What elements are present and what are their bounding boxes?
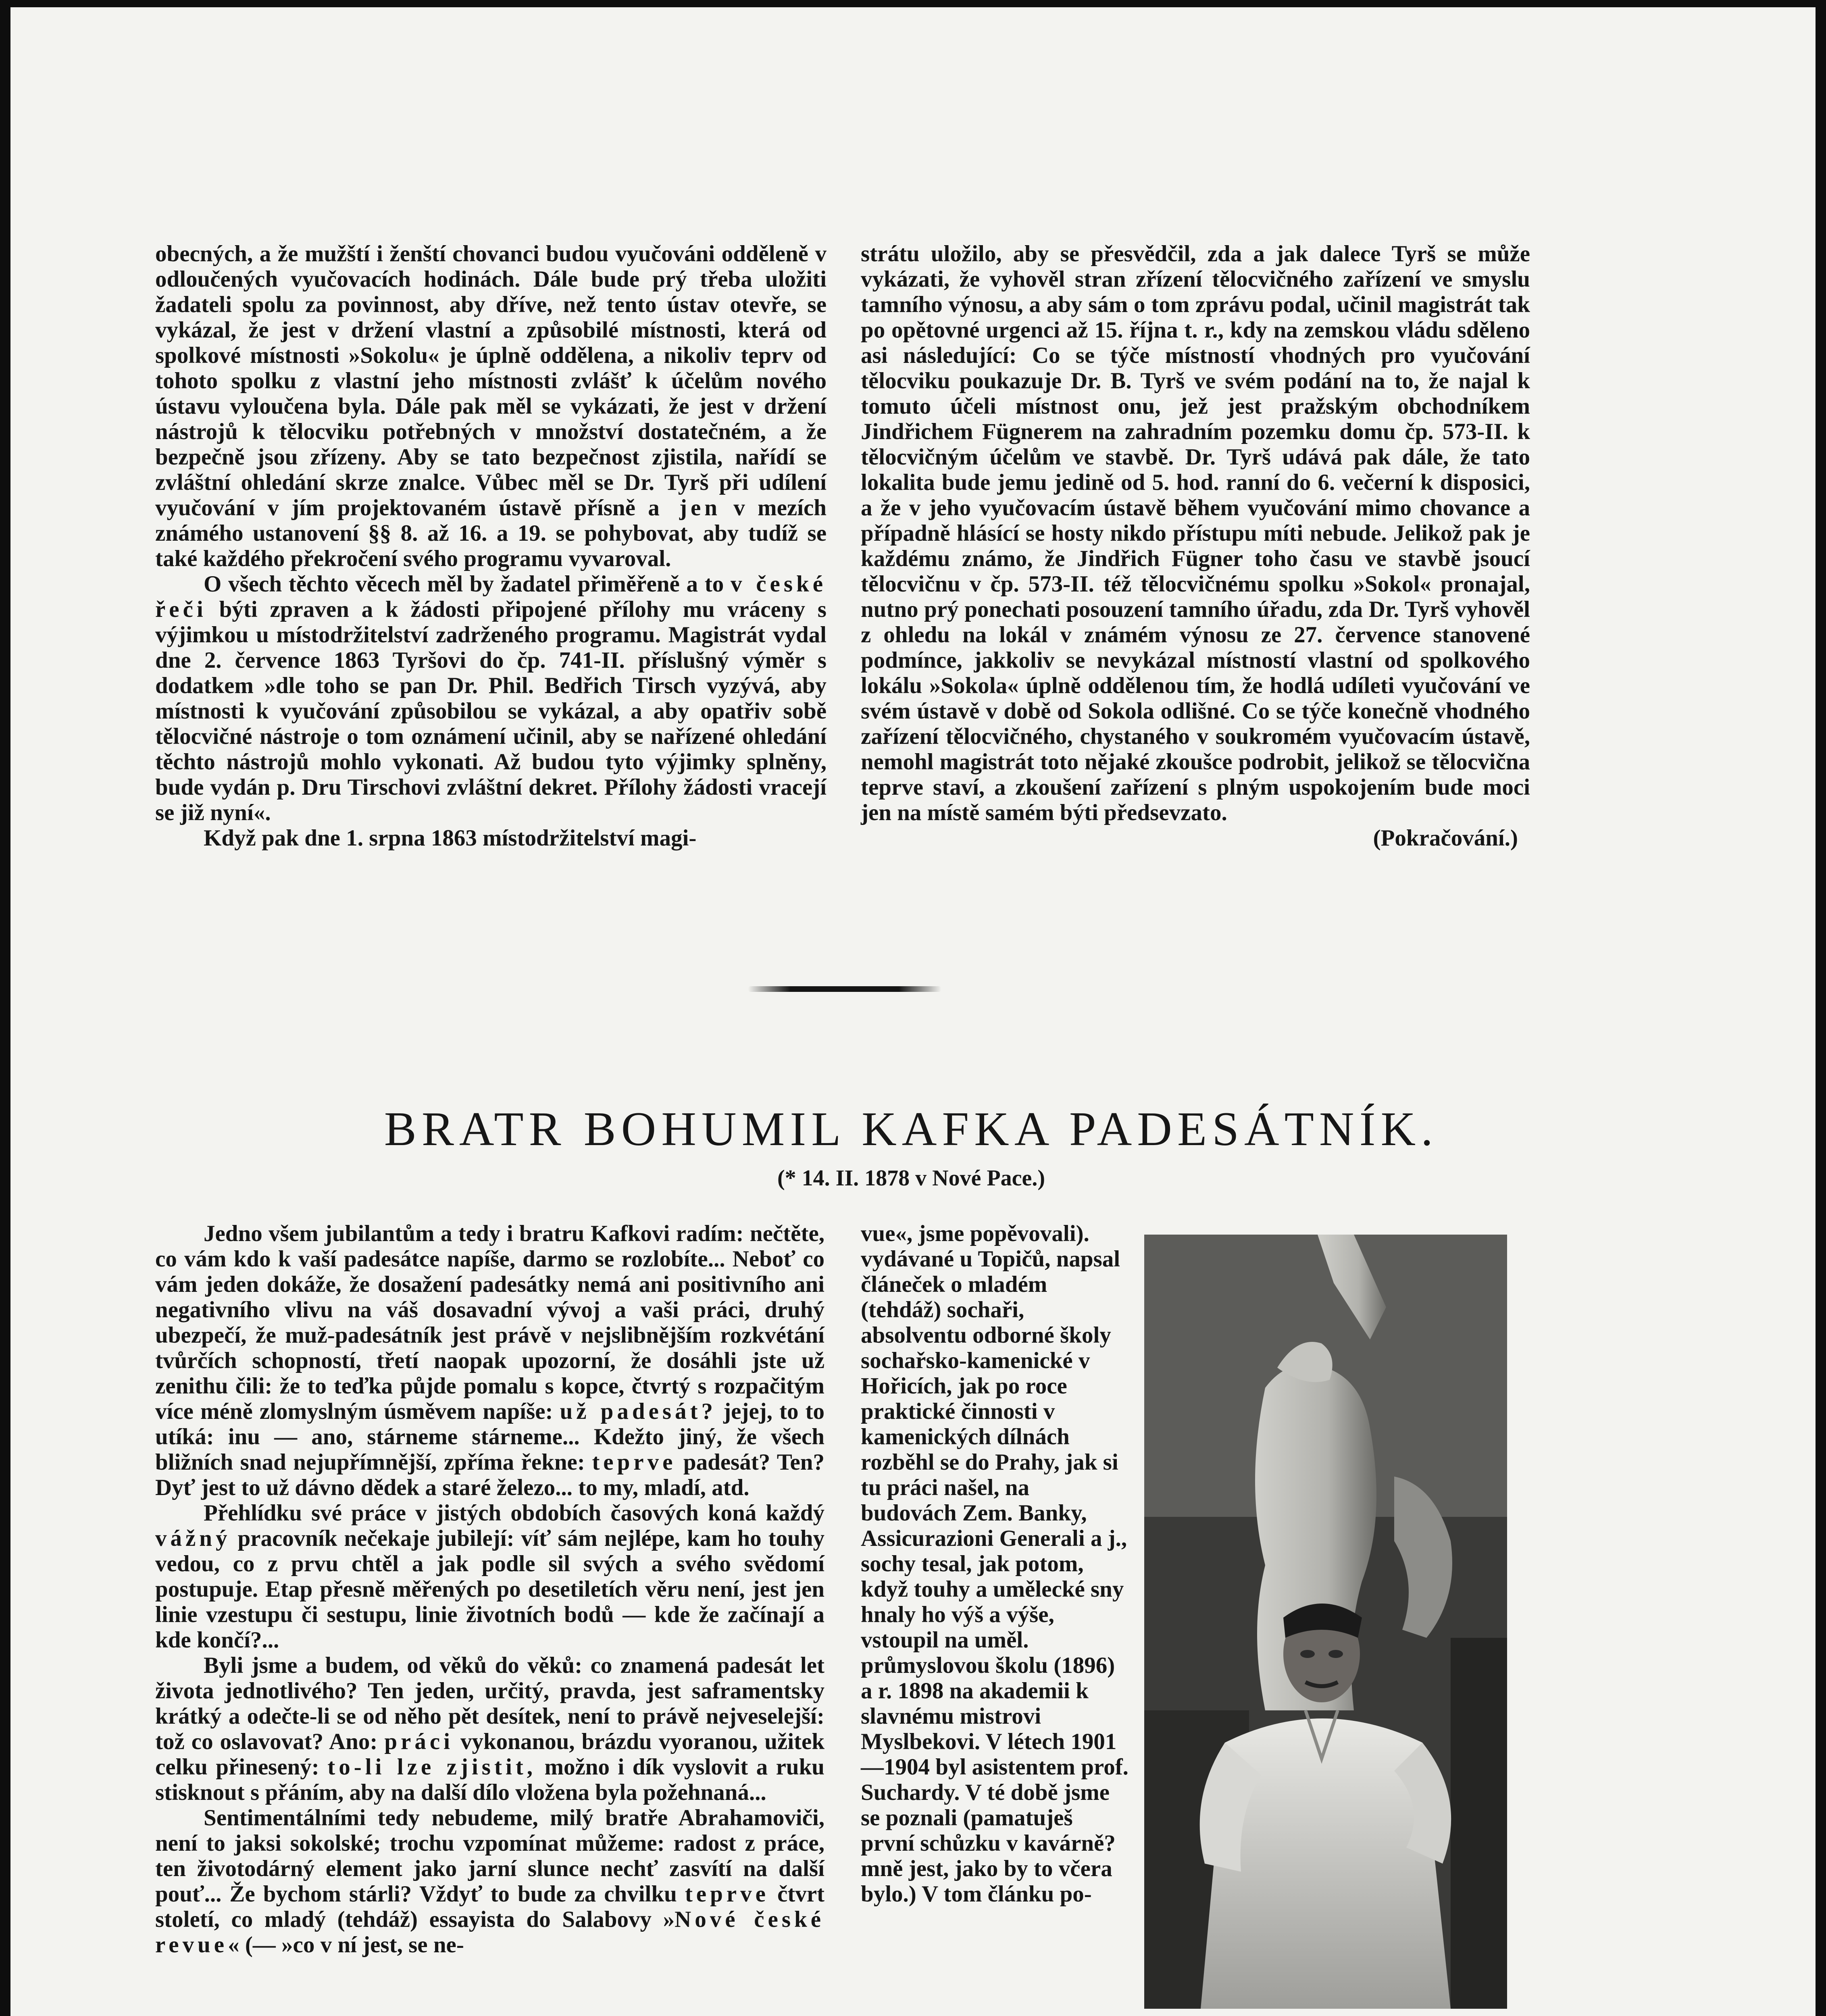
section-divider xyxy=(748,986,941,992)
paragraph: Sentimentálními tedy nebudeme, milý bratře Abrahamoviči, není to jaksi sokolské; trochu vzpomínat můžeme: radost z práce, ten životodárný element jako jarní slunce nechť zasvítí na další pouť... Že bychom stárli? Vždyť to bude za chvilku teprve čtvrt století, co mladý (tehdáž) essayista do Salabovy »Nové české revue« (— »co v ní jest, se ne- xyxy=(155,1805,825,1958)
paragraph: vue«, jsme popěvovali). vydávané u Topičů, napsal článeček o mladém (tehdáž) sochaři, absolventu odborné školy sochařsko-kamenické v Hořicích, jak po roce praktické činnosti v kamenických dílnách rozběhl se do Prahy, jak si tu práci našel, na budovách Zem. Banky, Assicurazioni Generali a j., sochy tesal, jak potom, když touhy a umělecké sny hnaly ho výš a výše, vstoupil na uměl. průmyslovou školu (1896) a r. 1898 na akademii k slavnému mistrovi Myslbekovi. V létech 1901—1904 byl asistentem prof. Suchardy. V té době jsme se poznali (pamatuješ první schůzku v kavárně? mně jest, jako by to včera bylo.) V tom článku po- xyxy=(861,1221,1128,1907)
paragraph: Byli jsme a budem, od věků do věků: co znamená padesát let života jednotlivého? Ten jeden, určitý, pravda, jest saframentsky krátký a odečte-li se od něho pět desítek, není to právě nejveselejší: tož co oslavovat? Ano: práci vykonanou, brázdu vyoranou, užitek celku přinesený: to-li lze zjistit, možno i dík vyslovit a ruku stisknout s přáním, aby na další dílo vložena byla požehnaná... xyxy=(155,1653,825,1805)
scan-edge-top xyxy=(0,0,1826,7)
top-left-column xyxy=(155,241,827,949)
sculptor-portrait-illustration xyxy=(1144,1235,1507,2009)
portrait-photo xyxy=(1144,1235,1507,2009)
scan-edge-left xyxy=(0,0,10,2016)
paragraph: Přehlídku své práce v jistých obdobích časových koná každý vážný pracovník nečekaje jubilejí: víť sám nejlépe, kam ho touhy vedou, co z prvu chtěl a jak podle sil svých a svého svědomí postupuje. Etap přesně měřených po desetiletích věru není, jest jen linie vzestupu či sestupu, linie životních bodů — kde že začínají a kde končí?... xyxy=(155,1500,825,1653)
article-subtitle: (* 14. II. 1878 v Nové Pace.) xyxy=(777,1166,1045,1191)
article-narrow-column xyxy=(861,1221,1129,2016)
article-left-column xyxy=(155,1221,825,2016)
article-title: BRATR BOHUMIL KAFKA PADESÁTNÍK. xyxy=(384,1102,1439,1156)
scan-edge-right xyxy=(1816,0,1826,2016)
paragraph: O všech těchto věcech měl by žadatel přiměřeně a to v české řeči býti zpraven a k žádosti připojené přílohy mu vráceny s výjimkou u místodržitelství zadrženého programu. Magistrát vydal dne 2. července 1863 Tyršovi do čp. 741-II. příslušný výměr s dodatkem »dle toho se pan Dr. Phil. Bedřich Tirsch vyzývá, aby místnosti k vyučování způsobilou se vykázal, a aby opatřiv sobě tělocvičné nástroje o tom oznámení učinil, aby se nařízené ohledání těchto nástrojů mohlo vykonati. Až budou tyto výjimky splněny, bude vydán p. Dru Tirschovi zvláštní dekret. Přílohy žádosti vracejí se již nyní«. xyxy=(155,571,827,825)
continued-note: (Pokračování.) xyxy=(1373,825,1518,851)
paragraph: Jedno všem jubilantům a tedy i bratru Kafkovi radím: nečtěte, co vám kdo k vaší padesátce napíše, darmo se rozlobíte... Neboť co vám jeden dokáže, že dosažení padesátky nemá ani positivního ani negativního vlivu na váš dosavadní vývoj a vaši práci, druhý ubezpečí, že muž-padesátník jest právě v nejslibnějším rozkvétání tvůrčích schopností, třetí naopak upozorní, že dosáhli jste už zenithu čili: že to teďka půjde pomalu s kopce, čtvrtý s rozpačitým více méně zlomyslným úsměvem napíše: už padesát? jejej, to to utíká: inu — ano, stárneme stárneme... Kdežto jiný, že všech bližních snad nejupřímnější, zpříma řekne: teprve padesát? Ten? Dyť jest to už dávno dědek a staré železo... to my, mladí, atd. xyxy=(155,1221,825,1500)
paragraph: Když pak dne 1. srpna 1863 místodržitelství magi- xyxy=(204,825,697,851)
top-right-column xyxy=(861,241,1530,949)
paragraph: obecných, a že mužští i ženští chovanci budou vyučováni odděleně v odloučených vyučovacích hodinách. Dále bude prý třeba uložiti žadateli spolu za povinnost, aby dříve, než tento ústav otevře, se vykázal, že jest v držení vlastní a způsobilé místnosti, která od spolkové místnosti »Sokolu« je úplně oddělena, a nikoliv teprv od tohoto spolku z vlastní jeho místnosti zvlášť k účelům nového ústavu vyloučena byla. Dále pak měl se vykázati, že jest v držení nástrojů k tělocviku potřebných v množství dostatečném, a že bezpečně jsou zřízeny. Aby se tato bezpečnost zjistila, nařídí se zvláštní ohledání skrze znalce. Vůbec měl se Dr. Tyrš při udílení vyučování v jím projektovaném ústavě přísně a jen v mezích známého ustanovení §§ 8. až 16. a 19. se pohybovat, aby tudíž se také každého překročení svého programu vyvaroval. xyxy=(155,241,827,571)
paragraph: strátu uložilo, aby se přesvědčil, zda a jak dalece Tyrš se může vykázati, že vyhověl stran zřízení tělocvičného zařízení ve smyslu tamního výnosu, a aby sám o tom zprávu podal, učinil magistrát tak po opětovné urgenci až 15. října t. r., kdy na zemskou vládu sděleno asi následující: Co se týče místností vhodných pro vyučování tělocviku poukazuje Dr. B. Tyrš ve svém podání na to, že najal k tomuto účeli místnost onu, jež jest pražským obchodníkem Jindřichem Fügnerem na zahradním pozemku domu čp. 573-II. k tělocvičným účelům ve stavbě. Dr. Tyrš udává pak dále, že tato lokalita bude jemu jedině od 5. hod. ranní do 6. večerní k disposici, a že v jeho vyučovacím ústavě během vyučování mimo chovance a případně hlásící se hosty nikdo přístupu míti nebude. Jelikož pak je každému známo, že Jindřich Fügner toho času ve stavbě jsoucí tělocvičnu v čp. 573-II. též tělocvičnému spolku »Sokol« pronajal, nutno prý ponechati posouzení tamního úřadu, zda Dr. Tyrš vyhověl z ohledu na lokál v známém výnosu ze 27. července stanovené podmínce, jakkoliv se nevykázal místností vlastní od spolkového lokálu »Sokola« úplně oddělenou tím, že hodlá udíleti vyučování ve svém ústavě v době od Sokola odlišné. Co se týče konečně vhodného zařízení tělocvičného, chystaného v soukromém vyučovacím ústavě, nemohl magistrát toto nějaké zkoušce podrobit, jelikož se tělocvična teprve staví, a zkoušení zařízení s plným uspokojením bude moci jen na místě samém býti předsevzato. xyxy=(861,241,1530,825)
